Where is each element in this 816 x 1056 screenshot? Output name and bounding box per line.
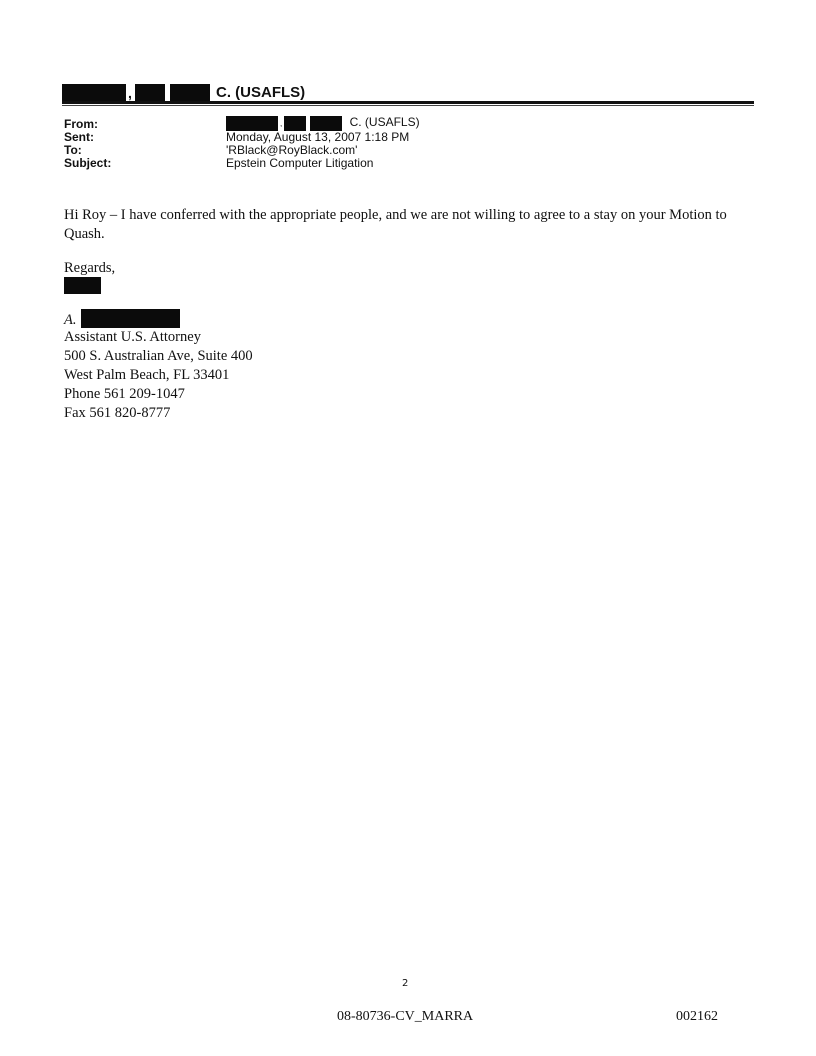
to-value: 'RBlack@RoyBlack.com'	[226, 143, 358, 157]
header-rule	[62, 101, 754, 104]
to-label: To:	[64, 143, 82, 157]
subject-value: Epstein Computer Litigation	[226, 156, 374, 170]
sent-value: Monday, August 13, 2007 1:18 PM	[226, 130, 410, 144]
signature-address-city: West Palm Beach, FL 33401	[64, 367, 230, 383]
header-title: C. (USAFLS)	[216, 84, 306, 101]
from-value: C. (USAFLS)	[349, 115, 420, 129]
email-body: Hi Roy – I have conferred with the appropriate people, and we are not willing to agree to a stay on your Motion to Quash.	[64, 207, 727, 242]
from-value-row	[226, 116, 420, 131]
header-rule-thin	[62, 105, 754, 106]
signature-initial: A.	[64, 312, 77, 328]
signature-fax: Fax 561 820-8777	[64, 405, 171, 421]
signature-phone: Phone 561 209-1047	[64, 386, 185, 402]
from-comma: ,	[280, 119, 283, 128]
signature-title: Assistant U.S. Attorney	[64, 329, 201, 345]
signature-address-street: 500 S. Australian Ave, Suite 400	[64, 348, 253, 364]
page-number: 2	[402, 978, 409, 989]
redaction-block	[284, 116, 306, 131]
from-label: From:	[64, 117, 98, 131]
sent-label: Sent:	[64, 130, 94, 144]
signature-block	[64, 328, 253, 423]
header-comma: ,	[128, 85, 132, 101]
redaction-block	[226, 116, 278, 131]
redaction-block	[310, 116, 342, 131]
redaction-block	[64, 277, 101, 294]
closing: Regards,	[64, 260, 116, 276]
redaction-block	[81, 309, 180, 328]
subject-label: Subject:	[64, 156, 112, 170]
bates-number: 002162	[676, 1009, 718, 1024]
case-number: 08-80736-CV_MARRA	[337, 1009, 474, 1024]
